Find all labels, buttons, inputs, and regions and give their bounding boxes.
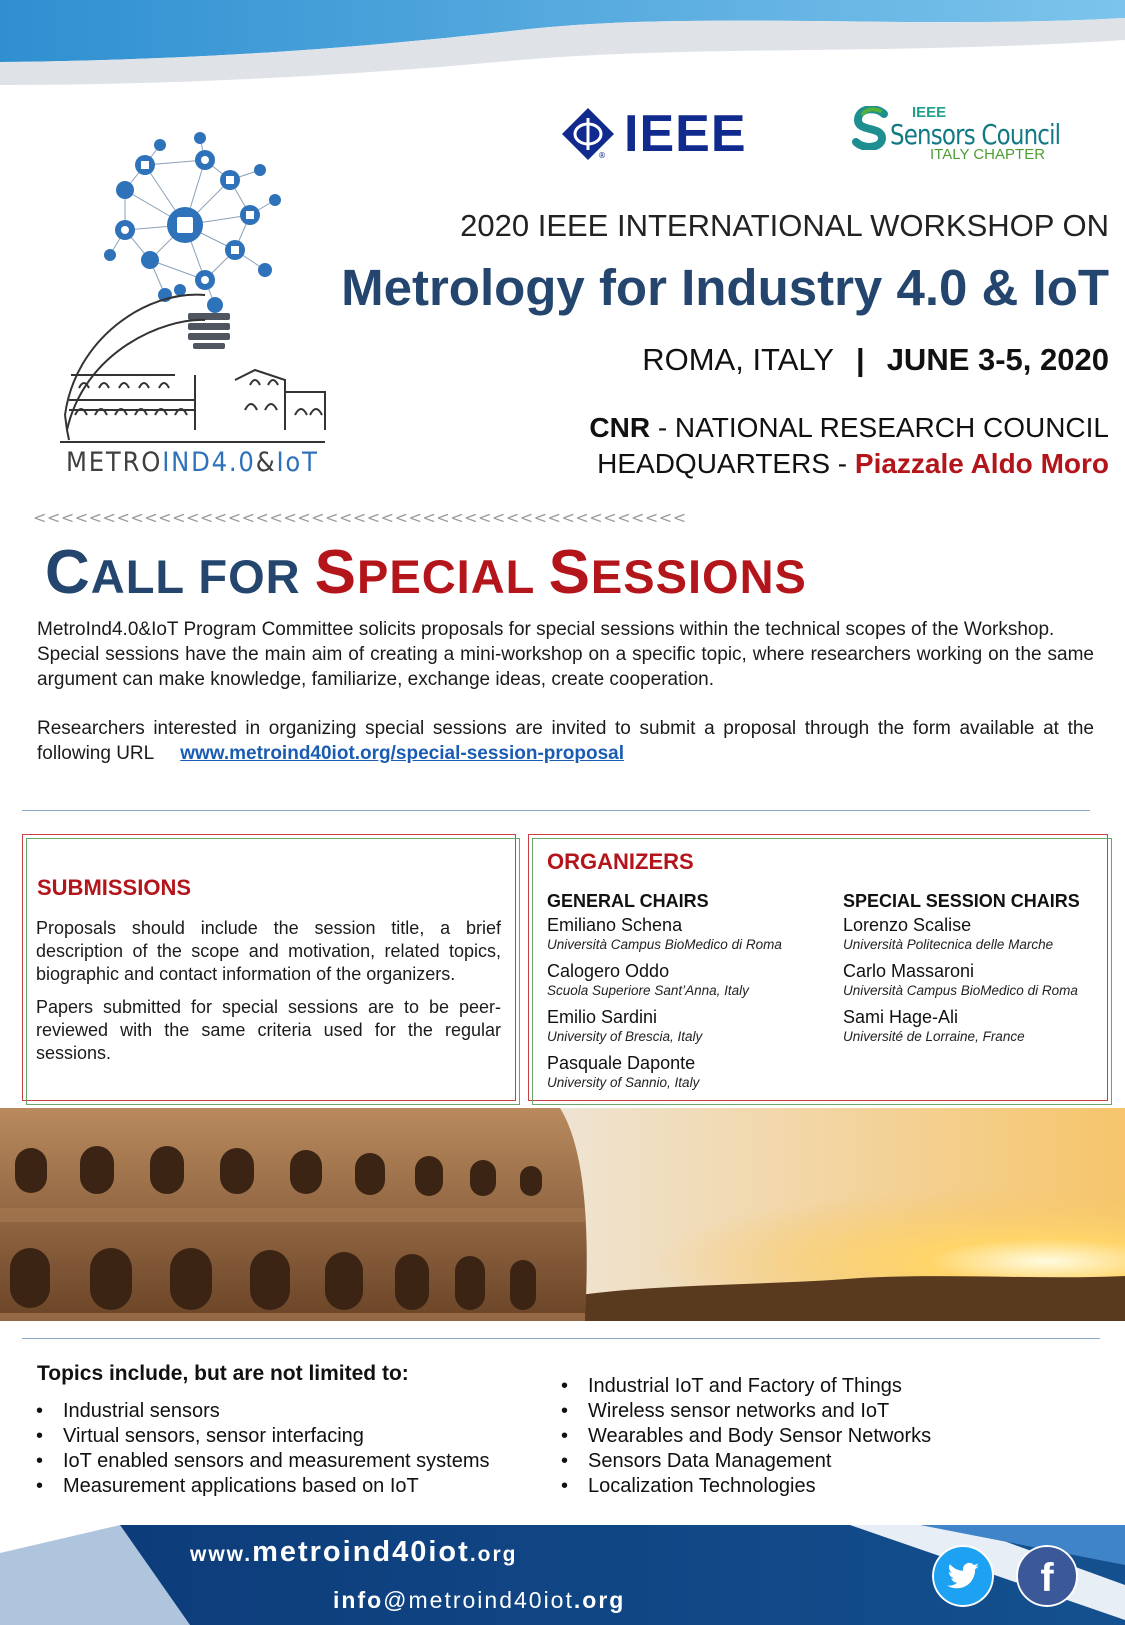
- submissions-paragraph-2: Papers submitted for special sessions are to be peer-reviewed with the same criteria used for the regular sessions.: [36, 997, 501, 1063]
- location-separator: |: [856, 342, 865, 377]
- special-session-chairs-title: SPECIAL SESSION CHAIRS: [843, 891, 1080, 911]
- metroind-word-iot: IoT: [276, 447, 319, 478]
- submissions-paragraph-1: Proposals should include the session title, a brief description of the scope and motivation, related topics, biographic and contact information of the organizers.: [36, 918, 501, 984]
- metroind-word-amp: &: [255, 447, 277, 478]
- metroind-logo-illustration: [55, 130, 355, 490]
- event-date: JUNE 3-5, 2020: [886, 342, 1109, 377]
- location-date-line: [642, 342, 1109, 378]
- divider-line: [22, 810, 1090, 811]
- organizers-title: ORGANIZERS: [547, 849, 694, 874]
- general-chairs-column: [547, 891, 807, 1098]
- list-item: • Wireless sensor networks and IoT: [561, 1399, 931, 1424]
- submissions-box: [22, 834, 516, 1101]
- general-chair: Emilio Sardini University of Brescia, Italy: [547, 1007, 703, 1044]
- call-word-special: SPECIAL: [314, 538, 549, 607]
- intro-text: [37, 617, 1094, 766]
- footer-website[interactable]: www.metroind40iot.org: [190, 1536, 518, 1568]
- footer-email[interactable]: info@metroind40iot.org: [333, 1587, 626, 1613]
- sensors-council-ieee: IEEE: [912, 104, 947, 121]
- list-item: • Localization Technologies: [561, 1474, 931, 1499]
- topics-heading: Topics include, but are not limited to:: [37, 1362, 409, 1385]
- workshop-title: Metrology for Industry 4.0 & IoT: [341, 259, 1109, 316]
- topics-list-left: [36, 1399, 490, 1499]
- ieee-logo: [560, 103, 760, 165]
- ieee-wordmark: IEEE: [624, 105, 747, 163]
- venue-hq: HEADQUARTERS -: [597, 448, 855, 479]
- list-item: • IoT enabled sensors and measurement systems: [36, 1449, 490, 1474]
- intro-paragraph-3: Researchers interested in organizing special sessions are invited to submit a proposal through the form available at the following URL www.metroind40iot.org/special-session-proposal: [37, 718, 1094, 764]
- metroind-wordmark: [66, 447, 319, 478]
- venue-org: CNR: [589, 412, 651, 443]
- divider-line-2: [22, 1338, 1100, 1339]
- submissions-text: [36, 917, 501, 1065]
- sensors-council-s-icon: [850, 106, 890, 150]
- list-item: • Virtual sensors, sensor interfacing: [36, 1424, 490, 1449]
- chevron-divider: <<<<<<<<<<<<<<<<<<<<<<<<<<<<<<<<<<<<<<<<<<<<<<<: [33, 508, 687, 527]
- ieee-diamond-icon: [560, 106, 616, 162]
- venue-org-name: - NATIONAL RESEARCH COUNCIL: [650, 412, 1109, 443]
- sensors-council-name: Sensors Council: [890, 118, 1061, 151]
- proposal-url-link[interactable]: www.metroind40iot.org/special-session-proposal: [180, 743, 625, 764]
- special-session-chair: Sami Hage-Ali Université de Lorraine, France: [843, 1007, 1025, 1044]
- call-word-call: CALL FOR: [45, 538, 315, 607]
- intro-paragraph-1: MetroInd4.0&IoT Program Committee solicits proposals for special sessions within the technical scopes of the Workshop.: [37, 619, 1055, 640]
- list-item: • Industrial IoT and Factory of Things: [561, 1374, 931, 1399]
- twitter-icon[interactable]: [932, 1545, 994, 1607]
- special-session-chairs-column: [843, 891, 1103, 1052]
- svg-text:®: ®: [598, 151, 606, 160]
- list-item: • Sensors Data Management: [561, 1449, 931, 1474]
- intro-paragraph-2: Special sessions have the main aim of creating a mini-workshop on a specific topic, where researchers working on the same argument can make knowledge, familiarize, exchange ideas, create cooperation.: [37, 644, 1094, 690]
- call-title: [45, 537, 807, 608]
- sensors-council-chapter: ITALY CHAPTER: [930, 146, 1046, 163]
- location: ROMA, ITALY: [642, 342, 834, 377]
- sensors-council-logo: [850, 104, 1065, 164]
- workshop-subtitle: 2020 IEEE INTERNATIONAL WORKSHOP ON: [460, 208, 1109, 243]
- call-word-sessions: SESSIONS: [548, 538, 807, 607]
- list-item: • Industrial sensors: [36, 1399, 490, 1424]
- venue-address: Piazzale Aldo Moro: [854, 448, 1109, 479]
- submissions-title: SUBMISSIONS: [37, 875, 192, 900]
- venue-line-2: [597, 448, 1109, 480]
- top-wave-banner: [0, 0, 1125, 95]
- svg-text:f: f: [1040, 1556, 1054, 1600]
- colosseum-sunset-photo: [0, 1108, 1125, 1321]
- metroind-word-metro: METRO: [66, 447, 163, 478]
- facebook-icon[interactable]: [1016, 1545, 1078, 1607]
- metroind-word-ind: IND4.0: [162, 447, 256, 478]
- venue-line-1: [589, 412, 1109, 444]
- general-chair: Calogero Oddo Scuola Superiore Sant’Anna, Italy: [547, 961, 749, 998]
- list-item: • Measurement applications based on IoT: [36, 1474, 490, 1499]
- bulb-base: [188, 313, 230, 349]
- special-session-chair: Lorenzo Scalise Università Politecnica delle Marche: [843, 915, 1054, 952]
- general-chair: Pasquale Daponte University of Sannio, Italy: [547, 1053, 700, 1090]
- special-session-chair: Carlo Massaroni Università Campus BioMedico di Roma: [843, 961, 1078, 998]
- general-chair: Emiliano Schena Università Campus BioMedico di Roma: [547, 915, 782, 952]
- general-chairs-title: GENERAL CHAIRS: [547, 891, 709, 911]
- organizers-box: [528, 834, 1108, 1101]
- list-item: • Wearables and Body Sensor Networks: [561, 1424, 931, 1449]
- topics-list-right: [561, 1374, 931, 1499]
